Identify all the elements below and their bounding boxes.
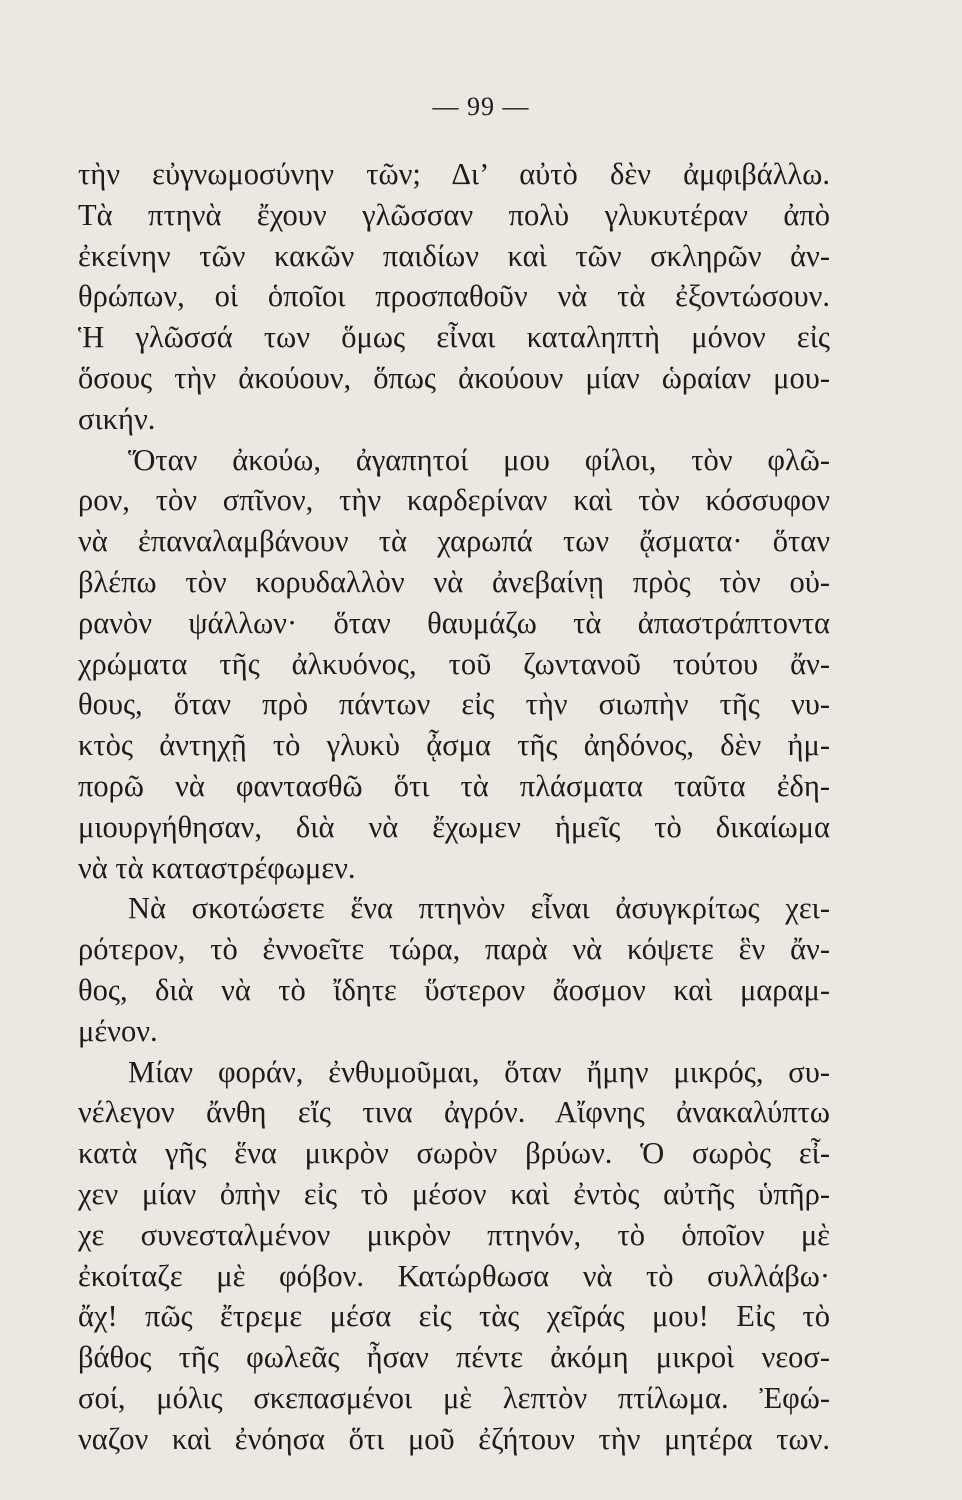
text-line: σικήν.	[78, 401, 156, 436]
text-line: μένον.	[78, 1013, 158, 1048]
text-line: νέλεγον ἄνθη εἴς τινα ἀγρόν. Αἴφνης ἀνακαλύπτω	[78, 1095, 830, 1130]
text-line: θος, διὰ νὰ τὸ ἴδητε ὕστερον ἄοσμον καὶ μαραμ-	[78, 972, 830, 1007]
text-line: κτὸς ἀντηχῇ τὸ γλυκὺ ᾆσμα τῆς ἀηδόνος, δὲν ἠμ-	[78, 728, 830, 763]
text-line: κατὰ γῆς ἕνα μικρὸν σωρὸν βρύων. Ὁ σωρὸς εἶ-	[78, 1136, 830, 1171]
text-line: βλέπω τὸν κορυδαλλὸν νὰ ἀνεβαίνῃ πρὸς τὸν οὐ-	[78, 564, 830, 599]
text-line: ἄχ! πῶς ἔτρεμε μέσα εἰς τὰς χεῖράς μου! Εἰς τὸ	[78, 1299, 830, 1334]
body-text	[78, 154, 830, 1460]
text-line: ρότερον, τὸ ἐννοεῖτε τώρα, παρὰ νὰ κόψετε ἓν ἄν-	[78, 932, 830, 967]
text-line: Ὅταν ἀκούω, ἀγαπητοί μου φίλοι, τὸν φλῶ-	[128, 442, 830, 477]
text-line: Νὰ σκοτώσετε ἕνα πτηνὸν εἶναι ἀσυγκρίτως χει-	[128, 891, 830, 926]
text-line: χρώματα τῆς ἀλκυόνος, τοῦ ζωντανοῦ τούτου ἄν-	[78, 646, 830, 681]
text-line: Ἡ γλῶσσά των ὅμως εἶναι καταληπτὴ μόνον εἰς	[78, 320, 830, 355]
text-line: θρώπων, οἱ ὁποῖοι προσπαθοῦν νὰ τὰ ἐξοντώσουν.	[78, 279, 830, 314]
text-line: θους, ὅταν πρὸ πάντων εἰς τὴν σιωπὴν τῆς νυ-	[78, 687, 830, 722]
text-line: ναζον καὶ ἐνόησα ὅτι μοῦ ἐζήτουν τὴν μητέρα των.	[78, 1421, 830, 1456]
text-line: ρανὸν ψάλλων· ὅταν θαυμάζω τὰ ἀπαστράπτοντα	[78, 605, 830, 640]
text-line: βάθος τῆς φωλεᾶς ἦσαν πέντε ἀκόμη μικροὶ νεοσ-	[78, 1340, 830, 1375]
text-line: Μίαν φοράν, ἐνθυμοῦμαι, ὅταν ἤμην μικρός, συ-	[128, 1054, 830, 1089]
text-line: ἐκείνην τῶν κακῶν παιδίων καὶ τῶν σκληρῶν ἀν-	[78, 238, 830, 273]
page-number: — 99 —	[432, 92, 530, 121]
text-line: πορῶ νὰ φαντασθῶ ὅτι τὰ πλάσματα ταῦτα ἐδη-	[78, 768, 830, 803]
text-line: νὰ ἐπαναλαμβάνουν τὰ χαρωπά των ᾄσματα· ὅταν	[78, 524, 830, 559]
text-line: χεν μίαν ὀπὴν εἰς τὸ μέσον καὶ ἐντὸς αὐτῆς ὑπῆρ-	[78, 1176, 830, 1211]
text-line: ρον, τὸν σπῖνον, τὴν καρδερίναν καὶ τὸν κόσσυφον	[78, 483, 830, 518]
text-line: τὴν εὐγνωμοσύνην τῶν; Δι’ αὐτὸ δὲν ἀμφιβάλλω.	[78, 157, 830, 191]
text-line: ἐκοίταζε μὲ φόβον. Κατώρθωσα νὰ τὸ συλλάβω·	[78, 1258, 830, 1293]
text-line: μιουργήθησαν, διὰ νὰ ἔχωμεν ἡμεῖς τὸ δικαίωμα	[78, 809, 830, 844]
text-line: νὰ τὰ καταστρέφωμεν.	[78, 850, 356, 885]
text-line: σοί, μόλις σκεπασμένοι μὲ λεπτὸν πτίλωμα. Ἐφώ-	[78, 1380, 830, 1415]
text-line: ὅσους τὴν ἀκούουν, ὅπως ἀκούουν μίαν ὡραίαν μου-	[78, 360, 830, 395]
text-line: χε συνεσταλμένον μικρὸν πτηνόν, τὸ ὁποῖον μὲ	[78, 1217, 830, 1252]
text-line: Τὰ πτηνὰ ἔχουν γλῶσσαν πολὺ γλυκυτέραν ἀπὸ	[78, 197, 830, 232]
